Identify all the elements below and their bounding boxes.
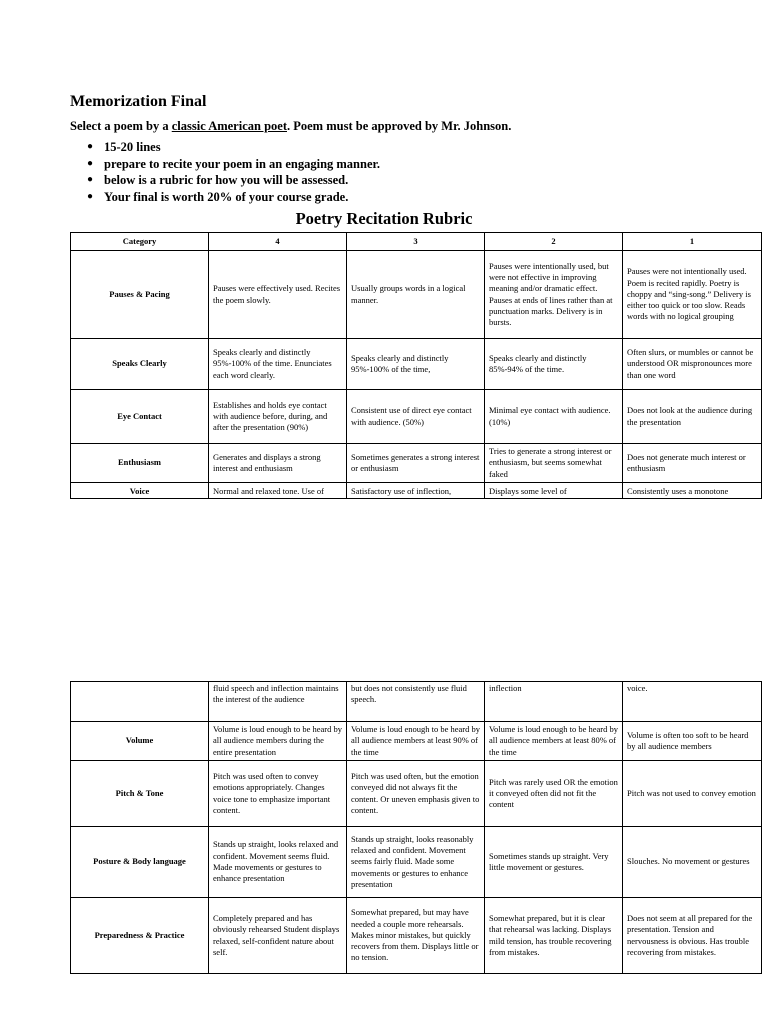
table-row bbox=[71, 722, 762, 761]
row-category: Eye Contact bbox=[71, 390, 209, 444]
rubric-table-page-1 bbox=[70, 232, 762, 499]
rubric-title: Poetry Recitation Rubric bbox=[295, 209, 473, 228]
table-cell: Pauses were intentionally used, but were not effective in improving meaning and/or dramatic effect. Pauses at ends of lines rather than at punctuation marks. Delivery is in bursts. bbox=[485, 251, 623, 339]
table-row bbox=[71, 898, 762, 974]
table-cell: Displays some level of bbox=[485, 483, 623, 499]
table-cell: Does not generate much interest or enthusiasm bbox=[623, 444, 762, 483]
table-cell: fluid speech and inflection maintains the interest of the audience bbox=[209, 682, 347, 722]
table-cell: Consistently uses a monotone bbox=[623, 483, 762, 499]
table-row bbox=[71, 682, 762, 722]
table-cell: Stands up straight, looks relaxed and confident. Movement seems fluid. Made movements or gestures to enhance presentation bbox=[209, 827, 347, 898]
table-cell: Does not seem at all prepared for the presentation. Tension and nervousness is obvious. Has trouble recovering from mistakes. bbox=[623, 898, 762, 974]
list-item: ● Your final is worth 20% of your course grade. bbox=[70, 189, 380, 206]
page-title: Memorization Final bbox=[70, 93, 207, 110]
table-cell: Volume is loud enough to be heard by all audience members at least 90% of the time bbox=[347, 722, 485, 761]
table-cell: Completely prepared and has obviously rehearsed Student displays relaxed, self-confident nature about self. bbox=[209, 898, 347, 974]
table-cell: Somewhat prepared, but may have needed a couple more rehearsals. Makes minor mistakes, but quickly recovers from them. Displays little or no tension. bbox=[347, 898, 485, 974]
table-cell: Does not look at the audience during the presentation bbox=[623, 390, 762, 444]
table-cell: Usually groups words in a logical manner. bbox=[347, 251, 485, 339]
table-cell: Sometimes generates a strong interest or enthusiasm bbox=[347, 444, 485, 483]
table-row bbox=[71, 444, 762, 483]
row-category: Enthusiasm bbox=[71, 444, 209, 483]
table-cell: Volume is loud enough to be heard by all audience members during the entire presentation bbox=[209, 722, 347, 761]
row-category: Preparedness & Practice bbox=[71, 898, 209, 974]
header-score-2: 2 bbox=[485, 233, 623, 251]
table-cell: Volume is loud enough to be heard by all audience members at least 80% of the time bbox=[485, 722, 623, 761]
classic-american-poet-link[interactable]: classic American poet bbox=[171, 119, 287, 133]
table-cell: Pauses were effectively used. Recites the poem slowly. bbox=[209, 251, 347, 339]
table-cell: voice. bbox=[623, 682, 762, 722]
table-row bbox=[71, 827, 762, 898]
table-cell: Minimal eye contact with audience. (10%) bbox=[485, 390, 623, 444]
table-cell: Volume is often too soft to be heard by all audience members bbox=[623, 722, 762, 761]
row-category: Voice bbox=[71, 483, 209, 499]
table-cell: Often slurs, or mumbles or cannot be understood OR mispronounces more than one word bbox=[623, 339, 762, 390]
header-score-4: 4 bbox=[209, 233, 347, 251]
row-category: Volume bbox=[71, 722, 209, 761]
header-score-3: 3 bbox=[347, 233, 485, 251]
table-cell: Tries to generate a strong interest or enthusiasm, but seems somewhat faked bbox=[485, 444, 623, 483]
table-cell: Stands up straight, looks reasonably relaxed and confident. Movement seems fairly fluid. Made some movements or gestures to enhance presentation bbox=[347, 827, 485, 898]
row-category: Posture & Body language bbox=[71, 827, 209, 898]
table-cell: Generates and displays a strong interest and enthusiasm bbox=[209, 444, 347, 483]
header-score-1: 1 bbox=[623, 233, 762, 251]
table-cell: Sometimes stands up straight. Very little movement or gestures. bbox=[485, 827, 623, 898]
row-category: Pauses & Pacing bbox=[71, 251, 209, 339]
table-cell: Pitch was used often, but the emotion conveyed did not always fit the content. Or uneven emphasis given to content. bbox=[347, 761, 485, 827]
row-category: Speaks Clearly bbox=[71, 339, 209, 390]
table-cell: but does not consistently use fluid speech. bbox=[347, 682, 485, 722]
table-row bbox=[71, 339, 762, 390]
table-cell: inflection bbox=[485, 682, 623, 722]
table-cell: Speaks clearly and distinctly 95%-100% of the time, bbox=[347, 339, 485, 390]
list-item: ● 15-20 lines bbox=[70, 139, 380, 156]
table-cell: Somewhat prepared, but it is clear that rehearsal was lacking. Displays mild tension, has trouble recovering from mistakes. bbox=[485, 898, 623, 974]
table-cell: Consistent use of direct eye contact with audience. (50%) bbox=[347, 390, 485, 444]
table-cell: Establishes and holds eye contact with audience before, during, and after the presentation (90%) bbox=[209, 390, 347, 444]
list-item: ● prepare to recite your poem in an engaging manner. bbox=[70, 156, 380, 173]
table-cell: Normal and relaxed tone. Use of bbox=[209, 483, 347, 499]
table-cell: Satisfactory use of inflection, bbox=[347, 483, 485, 499]
table-row bbox=[71, 251, 762, 339]
table-row bbox=[71, 483, 762, 499]
intro-suffix: . Poem must be approved by Mr. Johnson. bbox=[287, 119, 512, 133]
table-row bbox=[71, 390, 762, 444]
table-cell bbox=[71, 682, 209, 722]
row-category: Pitch & Tone bbox=[71, 761, 209, 827]
table-cell: Speaks clearly and distinctly 85%-94% of the time. bbox=[485, 339, 623, 390]
table-cell: Pitch was used often to convey emotions appropriately. Changes voice tone to emphasize important content. bbox=[209, 761, 347, 827]
table-cell: Pauses were not intentionally used. Poem is recited rapidly. Poetry is choppy and “sing-song.” Delivery is either too quick or too slow. Reads words with no logical grouping bbox=[623, 251, 762, 339]
table-header-row bbox=[71, 233, 762, 251]
table-cell: Pitch was rarely used OR the emotion it conveyed often did not fit the content bbox=[485, 761, 623, 827]
assignment-intro bbox=[70, 119, 511, 134]
header-category: Category bbox=[71, 233, 209, 251]
table-row bbox=[71, 761, 762, 827]
rubric-table-page-2 bbox=[70, 681, 762, 974]
list-item: ● below is a rubric for how you will be assessed. bbox=[70, 172, 380, 189]
table-cell: Speaks clearly and distinctly 95%-100% of the time. Enunciates each word clearly. bbox=[209, 339, 347, 390]
table-cell: Slouches. No movement or gestures bbox=[623, 827, 762, 898]
table-cell: Pitch was not used to convey emotion bbox=[623, 761, 762, 827]
intro-prefix: Select a poem by a bbox=[70, 119, 172, 133]
requirements-list bbox=[70, 139, 380, 205]
